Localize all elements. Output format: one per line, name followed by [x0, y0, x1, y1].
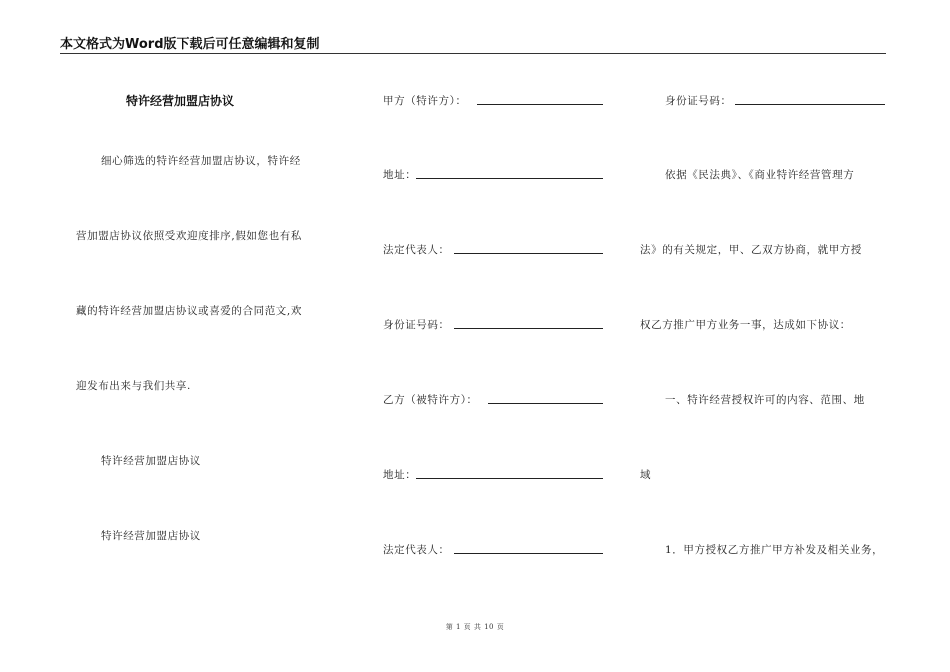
page-number: 第 1 页 共 10 页 [445, 623, 505, 631]
intro-line-2: 营加盟店协议依照受欢迎度排序,假如您也有私 [76, 230, 302, 242]
party-a-address-blank [416, 178, 603, 179]
party-a-representative-label: 法定代表人： [383, 244, 450, 256]
party-a-id-blank [454, 328, 603, 329]
party-a-label: 甲方（特许方）： [383, 95, 467, 107]
party-a-representative-blank [454, 253, 603, 254]
party-b-id-label: 身份证号码： [665, 95, 732, 107]
body-line-1: 依据《民法典》、《商业特许经营管理方 [665, 169, 855, 181]
section-heading-1-cont: 域 [640, 469, 652, 481]
document-title: 特许经营加盟店协议 [126, 94, 235, 108]
party-b-label: 乙方（被特许方）： [383, 394, 478, 406]
party-a-blank [477, 104, 603, 105]
party-b-blank [488, 403, 603, 404]
party-b-id-blank [735, 104, 885, 105]
intro-line-1: 细心筛选的特许经营加盟店协议，特许经 [101, 155, 301, 167]
party-a-address-label: 地址： [383, 169, 417, 181]
body-line-3: 权乙方推广甲方业务一事，达成如下协议： [640, 319, 851, 331]
party-b-representative-blank [454, 553, 603, 554]
header-divider [60, 53, 886, 54]
body-line-2: 法》的有关规定，甲、乙双方协商，就甲方授 [640, 244, 862, 256]
party-a-id-label: 身份证号码： [383, 319, 450, 331]
subtitle-line-2: 特许经营加盟店协议 [101, 530, 201, 542]
page-header: 本文格式为Word版下载后可任意编辑和复制 [60, 37, 320, 52]
party-b-representative-label: 法定代表人： [383, 544, 450, 556]
intro-line-3: 藏的特许经营加盟店协议或喜爱的合同范文,欢 [76, 305, 302, 317]
clause-1-line: 1．甲方授权乙方推广甲方补发及相关业务， [665, 544, 884, 556]
party-b-address-blank [416, 478, 603, 479]
intro-line-4: 迎发布出来与我们共享. [76, 380, 191, 392]
party-b-address-label: 地址： [383, 469, 417, 481]
section-heading-1: 一、特许经营授权许可的内容、范围、地 [665, 394, 865, 406]
subtitle-line-1: 特许经营加盟店协议 [101, 455, 201, 467]
